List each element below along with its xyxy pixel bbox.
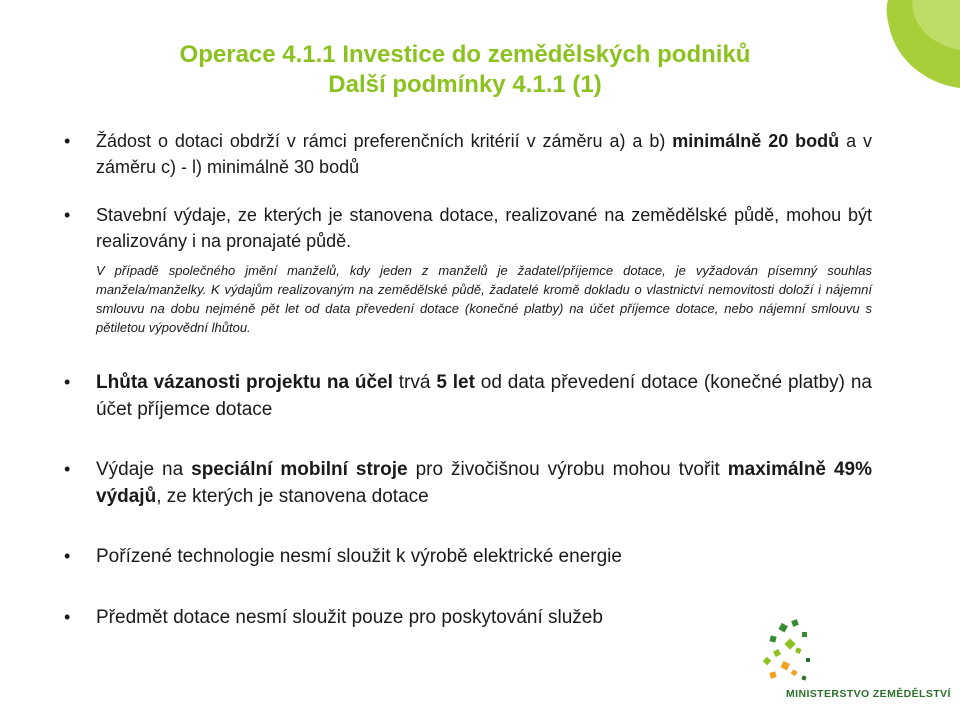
bullet-item-6 [58,604,872,631]
title-line-1: Operace 4.1.1 Investice do zemědělských podniků [179,41,751,68]
bullet-text [96,128,872,180]
bullet-item-5 [58,543,872,570]
text-run: , ze kterých je stanovena dotace [156,486,429,507]
bullet-item-1 [58,128,872,180]
bullet-dot: • [64,372,71,392]
bullet-item-4 [58,456,872,510]
slide-title [0,40,930,100]
text-run: od data převedení dotace (konečné platby) na účet příjemce dotace [96,372,872,420]
bullet-dot: • [64,205,71,225]
bullet-text: Stavební výdaje, ze kterých je stanovena dotace, realizované na zemědělské půdě, mohou být realizovány i na pronajaté půdě. [96,205,872,251]
title-line-2: Další podmínky 4.1.1 (1) [328,71,602,98]
bold-run: maximálně 49% výdajů [96,459,872,507]
text-run: pro živočišnou výrobu mohou tvořit [407,459,728,480]
bullet-item-2 [58,202,872,337]
bullet-list [58,128,872,631]
bullet-text: Předmět dotace nesmí sloužit pouze pro poskytování služeb [96,607,603,628]
bold-run: 5 let [436,372,475,393]
bullet-dot: • [64,131,71,151]
text-run: a v záměru c) - l) minimálně 30 bodů [96,131,873,177]
bullet-text [96,369,872,423]
bullet-dot: • [64,607,71,627]
ministry-logo-text: MINISTERSTVO ZEMĚDĚLSTVÍ [786,688,951,700]
bold-run: minimálně 20 bodů [672,131,840,151]
text-run: trvá [392,372,437,393]
bullet-text [96,456,872,510]
bullet-text: Pořízené technologie nesmí sloužit k výrobě elektrické energie [96,546,622,567]
bullet-dot: • [64,459,71,479]
bullet-note: V případě společného jmění manželů, kdy jeden z manželů je žadatel/příjemce dotace, je vyžadován písemný souhlas manžela/manželky. K výdajům realizovaným na zemědělské půdě, žadatelé kromě dokladu o vlastnictví nemovitosti doloží i nájemní smlouvu na dobu nejméně pět let od data převedení dotace (konečné platby) na účet příjemce dotace, nebo nájemní smlouvu s pětiletou výpovědní lhůtou. [96,263,872,335]
bullet-item-3 [58,369,872,423]
bold-run: speciální mobilní stroje [191,459,408,480]
bold-run: Lhůta vázanosti projektu na účel [96,372,393,393]
text-run: Výdaje na [96,459,192,480]
text-run: Žádost o dotaci obdrží v rámci preferenčních kritérií v záměru a) a b) [96,131,673,151]
bullet-dot: • [64,546,71,566]
